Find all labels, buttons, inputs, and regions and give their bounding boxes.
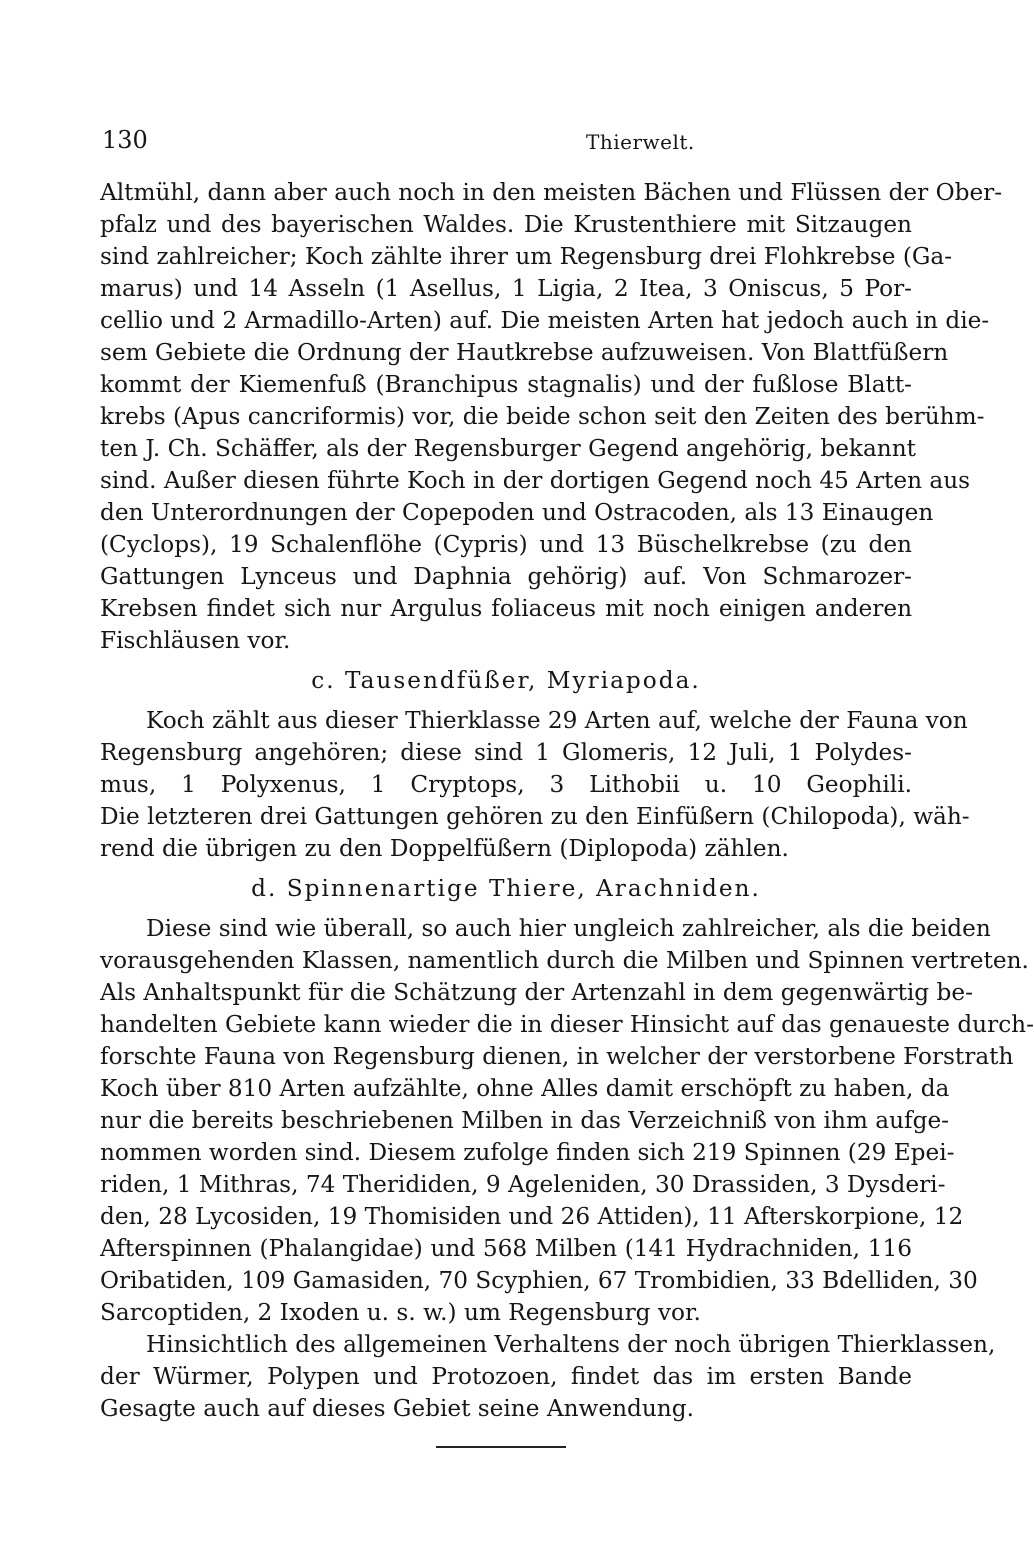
section-heading-c: c. Tausendfüßer, Myriapoda. xyxy=(311,667,701,694)
text-line: Fischläusen vor. xyxy=(100,627,291,654)
text-line: Gesagte auch auf dieses Gebiet seine Anwendung. xyxy=(100,1395,694,1422)
text-line: Oribatiden, 109 Gamasiden, 70 Scyphien, 67 Trombidien, 33 Bdelliden, 30 xyxy=(100,1267,978,1294)
text-line: sem Gebiete die Ordnung der Hautkrebse aufzuweisen. Von Blattfüßern xyxy=(100,339,949,366)
section-heading-d: d. Spinnenartige Thiere, Arachniden. xyxy=(251,875,761,902)
text-line: nommen worden sind. Diesem zufolge finden sich 219 Spinnen (29 Epei- xyxy=(100,1139,955,1166)
text-line: Als Anhaltspunkt für die Schätzung der Artenzahl in dem gegenwärtig be- xyxy=(100,979,973,1006)
text-line: mus, 1 Polyxenus, 1 Cryptops, 3 Lithobii u. 10 Geophili. xyxy=(100,771,912,798)
text-line: Diese sind wie überall, so auch hier ungleich zahlreicher, als die beiden xyxy=(146,915,991,942)
text-line: handelten Gebiete kann wieder die in dieser Hinsicht auf das genaueste durch- xyxy=(100,1011,1034,1038)
text-line: nur die bereits beschriebenen Milben in das Verzeichniß von ihm aufge- xyxy=(100,1107,950,1134)
text-line: der Würmer, Polypen und Protozoen, findet das im ersten Bande xyxy=(100,1363,912,1390)
text-line: pfalz und des bayerischen Waldes. Die Krustenthiere mit Sitzaugen xyxy=(100,211,912,238)
page-header xyxy=(100,126,900,166)
text-line: riden, 1 Mithras, 74 Therididen, 9 Ageleniden, 30 Drassiden, 3 Dysderi- xyxy=(100,1171,946,1198)
page-number: 130 xyxy=(102,126,148,154)
text-line: Altmühl, dann aber auch noch in den meisten Bächen und Flüssen der Ober- xyxy=(100,179,1003,206)
text-line: rend die übrigen zu den Doppelfüßern (Diplopoda) zählen. xyxy=(100,835,789,862)
text-line: forschte Fauna von Regensburg dienen, in welcher der verstorbene Forstrath xyxy=(100,1043,1014,1070)
text-line: sind zahlreicher; Koch zählte ihrer um Regensburg drei Flohkrebse (Ga- xyxy=(100,243,953,270)
text-line: Koch über 810 Arten aufzählte, ohne Alles damit erschöpft zu haben, da xyxy=(100,1075,950,1102)
text-line: vorausgehenden Klassen, namentlich durch die Milben und Spinnen vertreten. xyxy=(100,947,1029,974)
text-line: den, 28 Lycosiden, 19 Thomisiden und 26 Attiden), 11 Afterskorpione, 12 xyxy=(100,1203,964,1230)
text-line: kommt der Kiemenfuß (Branchipus stagnalis) und der fußlose Blatt- xyxy=(100,371,912,398)
text-line: sind. Außer diesen führte Koch in der dortigen Gegend noch 45 Arten aus xyxy=(100,467,971,494)
end-rule xyxy=(436,1446,566,1448)
text-line: Hinsichtlich des allgemeinen Verhaltens der noch übrigen Thierklassen, xyxy=(146,1331,996,1358)
text-line: Koch zählt aus dieser Thierklasse 29 Arten auf, welche der Fauna von xyxy=(146,707,968,734)
running-head: Thierwelt. xyxy=(586,130,695,154)
text-line: krebs (Apus cancriformis) vor, die beide schon seit den Zeiten des berühm- xyxy=(100,403,985,430)
text-line: den Unterordnungen der Copepoden und Ostracoden, als 13 Einaugen xyxy=(100,499,934,526)
text-line: marus) und 14 Asseln (1 Asellus, 1 Ligia, 2 Itea, 3 Oniscus, 5 Por- xyxy=(100,275,912,302)
text-line: Die letzteren drei Gattungen gehören zu den Einfüßern (Chilopoda), wäh- xyxy=(100,803,970,830)
text-line: cellio und 2 Armadillo-Arten) auf. Die meisten Arten hat jedoch auch in die- xyxy=(100,307,990,334)
text-line: Krebsen findet sich nur Argulus foliaceus mit noch einigen anderen xyxy=(100,595,912,622)
text-line: ten J. Ch. Schäffer, als der Regensburger Gegend angehörig, bekannt xyxy=(100,435,916,462)
text-line: (Cyclops), 19 Schalenflöhe (Cypris) und 13 Büschelkrebse (zu den xyxy=(100,531,912,558)
text-line: Sarcoptiden, 2 Ixoden u. s. w.) um Regensburg vor. xyxy=(100,1299,701,1326)
text-line: Regensburg angehören; diese sind 1 Glomeris, 12 Juli, 1 Polydes- xyxy=(100,739,912,766)
text-line: Gattungen Lynceus und Daphnia gehörig) auf. Von Schmarozer- xyxy=(100,563,912,590)
text-line: Afterspinnen (Phalangidae) und 568 Milben (141 Hydrachniden, 116 xyxy=(100,1235,912,1262)
